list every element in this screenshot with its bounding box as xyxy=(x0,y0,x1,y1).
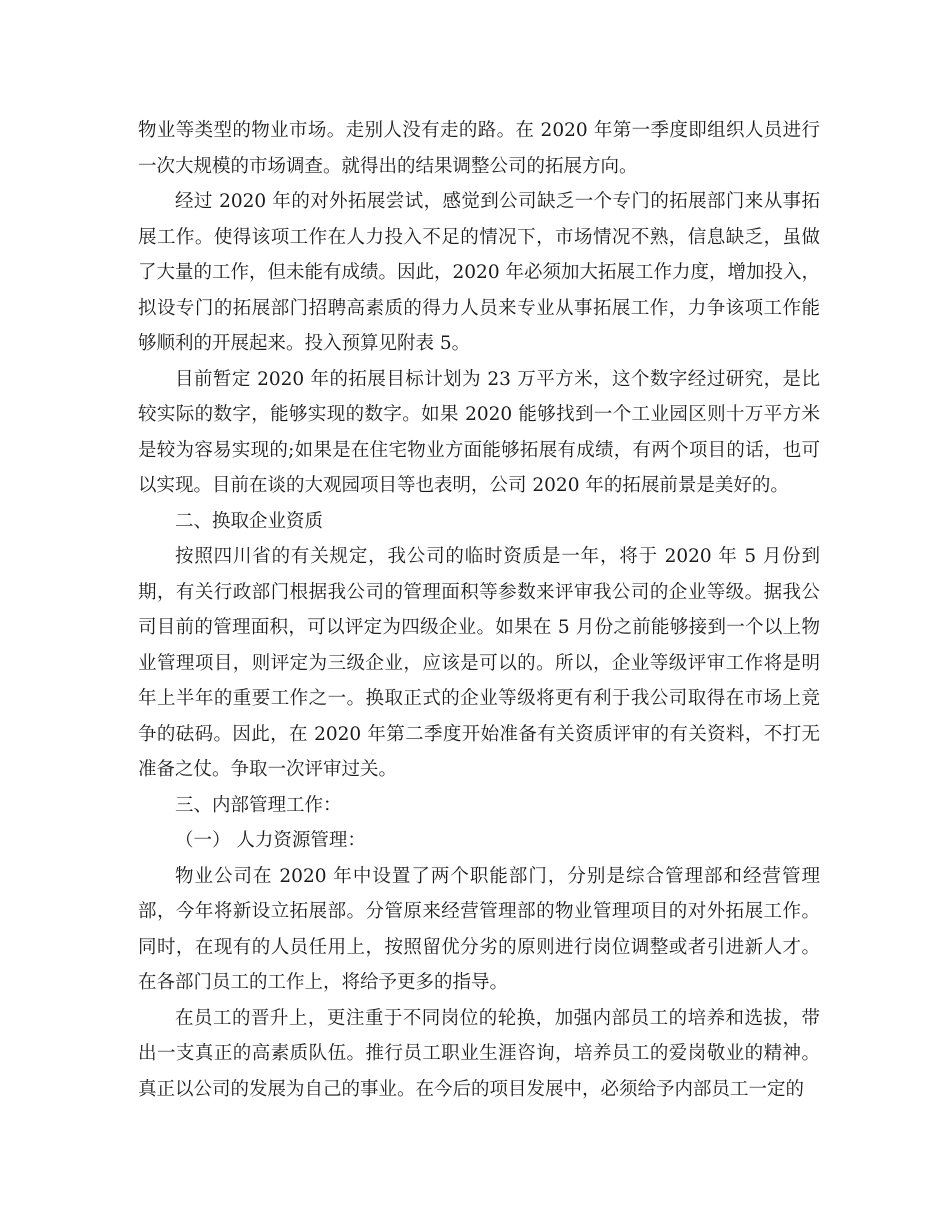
paragraph: 目前暂定 2020 年的拓展目标计划为 23 万平方米，这个数字经过研究，是比较实际的数字，能够实现的数字。如果 2020 能够找到一个工业园区则十万平方米是较为容易实现的;如果是在住宅物业方面能够拓展有成绩，有两个项目的话，也可以实现。目前在谈的大观园项目等也表明，公司 2020 年的拓展前景是美好的。 xyxy=(138,368,820,496)
paragraph: 物业等类型的物业市场。走别人没有走的路。在 2020 年第一季度即组织人员进行一次大规模的市场调查。就得出的结果调整公司的拓展方向。 xyxy=(138,120,820,177)
section-heading: 二、换取企业资质 xyxy=(175,510,324,532)
subsection-heading: （一） 人力资源管理： xyxy=(175,830,366,851)
paragraph: 经过 2020 年的对外拓展尝试，感觉到公司缺乏一个专门的拓展部门来从事拓展工作。使得该项工作在人力投入不足的情况下，市场情况不熟，信息缺乏，虽做了大量的工作，但未能有成绩。因此，2020 年必须加大拓展工作力度，增加投入，拟设专门的拓展部门招聘高素质的得力人员来专业从事拓展工作，力争该项工作能够顺利的开展起来。投入预算见附表 5。 xyxy=(138,191,820,354)
paragraph: 按照四川省的有关规定，我公司的临时资质是一年，将于 2020 年 5 月份到期，有关行政部门根据我公司的管理面积等参数来评审我公司的企业等级。据我公司目前的管理面积，可以评定为四级企业。如果在 5 月份之前能够接到一个以上物业管理项目，则评定为三级企业，应该是可以的。所以，企业等级评审工作将是明年上半年的重要工作之一。换取正式的企业等级将更有利于我公司取得在市场上竞争的砝码。因此，在 2020 年第二季度开始准备有关资质评审的有关资料，不打无准备之仗。争取一次评审过关。 xyxy=(138,546,820,780)
paragraph: 在员工的晋升上，更注重于不同岗位的轮换，加强内部员工的培养和选拔，带出一支真正的高素质队伍。推行员工职业生涯咨询，培养员工的爱岗敬业的精神。真正以公司的发展为自己的事业。在今后的项目发展中，必须给予内部员工一定的 xyxy=(138,1007,820,1100)
section-heading: 三、内部管理工作： xyxy=(175,794,342,816)
paragraph: 物业公司在 2020 年中设置了两个职能部门，分别是综合管理部和经营管理部，今年将新设立拓展部。分管原来经营管理部的物业管理项目的对外拓展工作。同时，在现有的人员任用上，按照留优分劣的原则进行岗位调整或者引进新人才。在各部门员工的工作上，将给予更多的指导。 xyxy=(138,865,820,993)
document-body xyxy=(138,113,820,1107)
